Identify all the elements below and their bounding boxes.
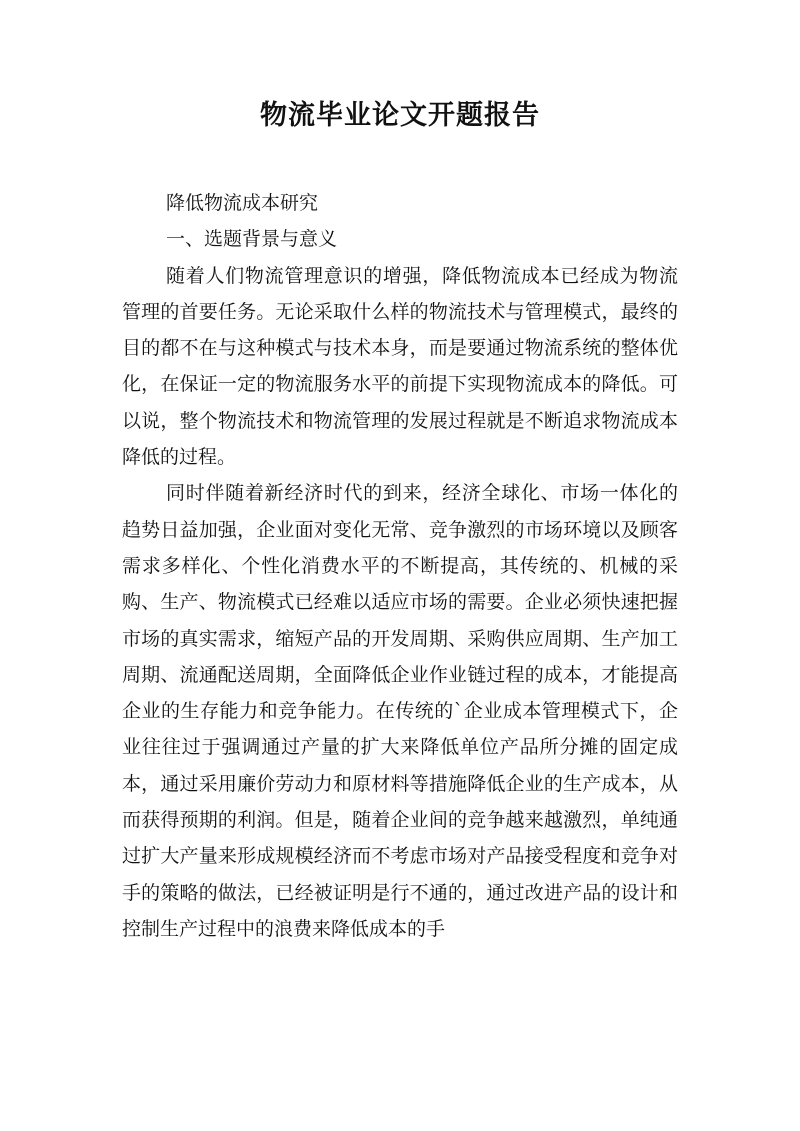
section-heading: 一、选题背景与意义 <box>166 228 338 251</box>
research-topic: 降低物流成本研究 <box>166 192 319 214</box>
document-body <box>122 185 678 947</box>
body-paragraph-2: 同时伴随着新经济时代的到来，经济全球化、市场一体化的趋势日益加强，企业面对变化无常、竞争激烈的市场环境以及顾客需求多样化、个性化消费水平的不断提高，其传统的、机械的采购、生产、物流模式已经难以适应市场的需要。企业必须快速把握市场的真实需求，缩短产品的开发周期、采购供应周期、生产加工周期、流通配送周期，全面降低企业作业链过程的成本，才能提高企业的生存能力和竞争能力。在传统的`企业成本管理模式下，企业往往过于强调通过产量的扩大来降低单位产品所分摊的固定成本，通过采用廉价劳动力和原材料等措施降低企业的生产成本，从而获得预期的利润。但是，随着企业间的竞争越来越激烈，单纯通过扩大产量来形成规模经济而不考虑市场对产品接受程度和竞争对手的策略的做法，已经被证明是行不通的，通过改进产品的设计和控制生产过程中的浪费来降低成本的手 <box>122 482 678 940</box>
body-paragraph-1: 随着人们物流管理意识的增强，降低物流成本已经成为物流管理的首要任务。无论采取什么样的物流技术与管理模式，最终的目的都不在与这种模式与技术本身，而是要通过物流系统的整体优化，在保证一定的物流服务水平的前提下实现物流成本的降低。可以说，整个物流技术和物流管理的发展过程就是不断追求物流成本降低的过程。 <box>122 264 678 469</box>
document-title: 物流毕业论文开题报告 <box>260 100 540 131</box>
